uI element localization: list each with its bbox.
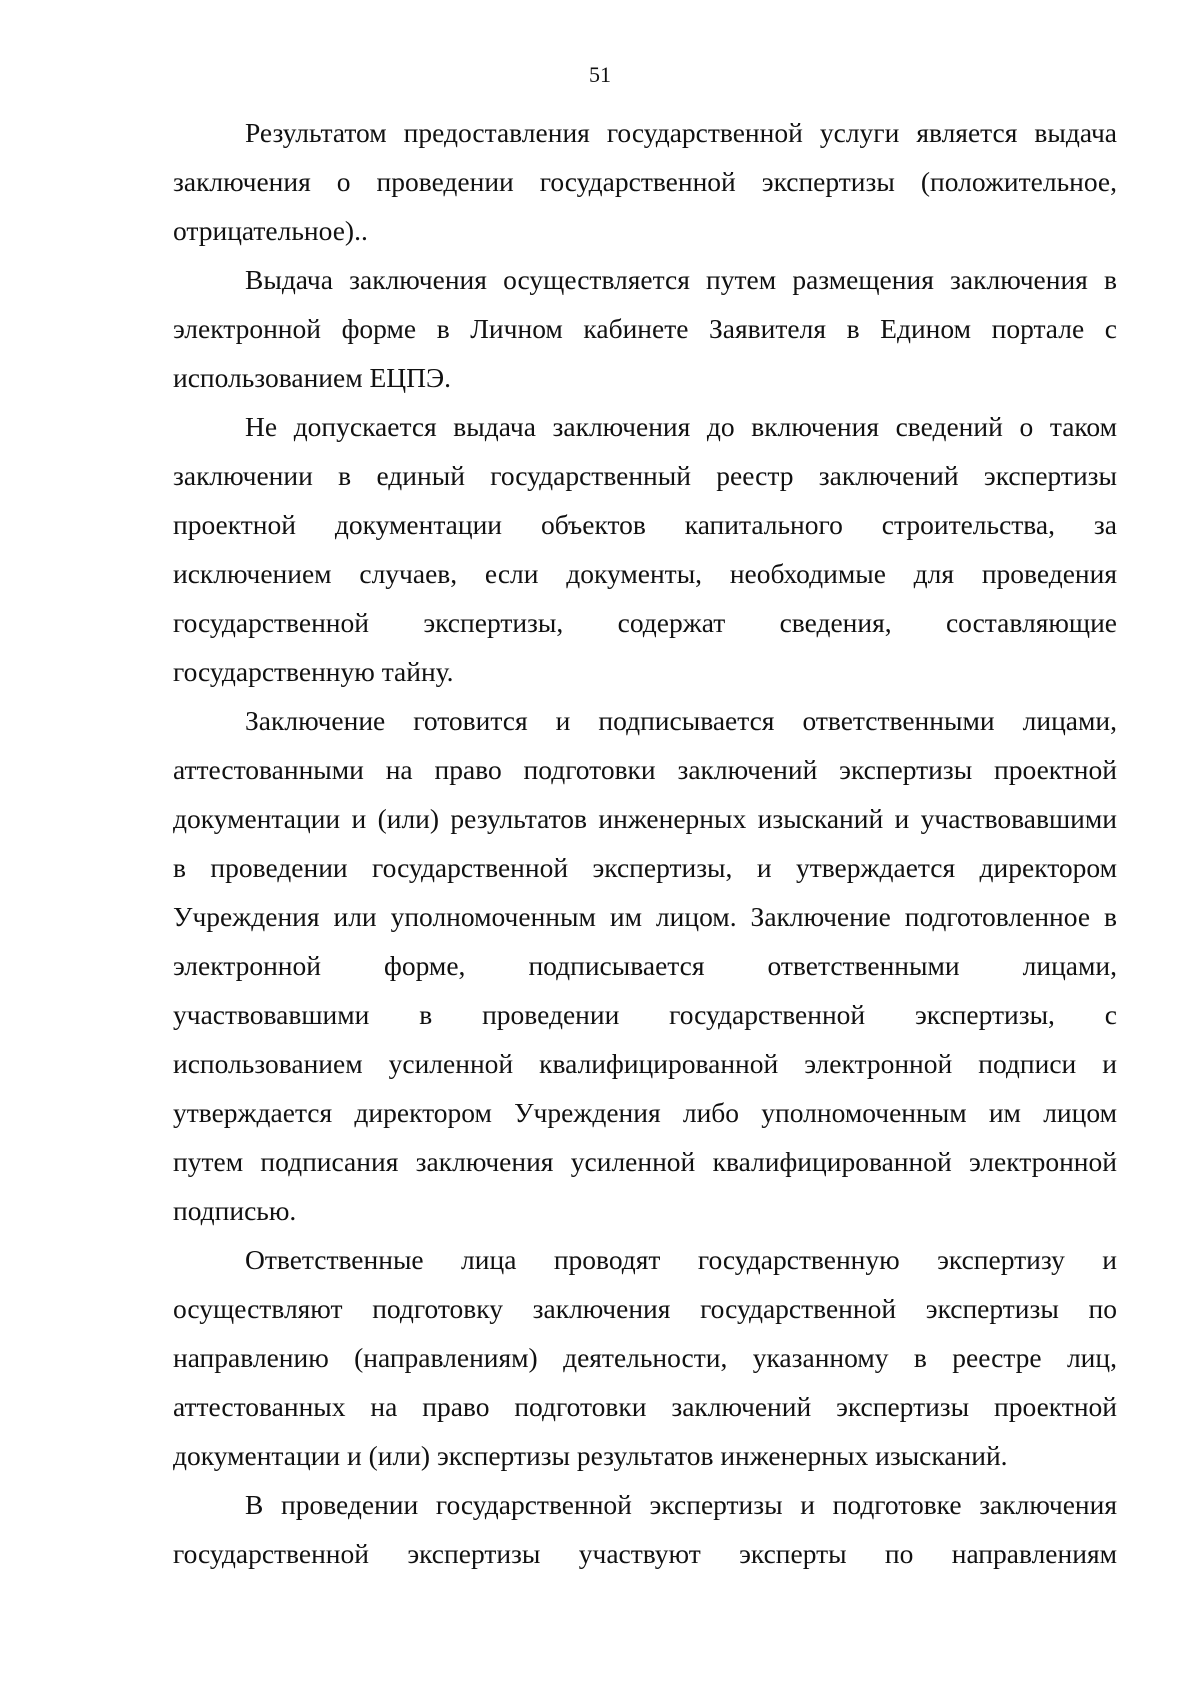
text-line: Выдача заключения осуществляется путем размещения заключения в: [245, 264, 1117, 295]
text-line: Результатом предоставления государственной услуги является выдача: [245, 117, 1117, 148]
text-line: проектной документации объектов капитального строительства, за: [173, 509, 1117, 540]
document-body: [173, 108, 1117, 1578]
paragraph: [173, 1235, 1117, 1480]
text-line: использованием усиленной квалифицированной электронной подписи и: [173, 1048, 1117, 1079]
text-line: утверждается директором Учреждения либо уполномоченным им лицом: [173, 1097, 1117, 1128]
text-line: направлению (направлениям) деятельности, указанному в реестре лиц,: [173, 1342, 1117, 1373]
text-line: использованием ЕЦПЭ.: [173, 362, 452, 393]
text-line: электронной форме, подписывается ответственными лицами,: [173, 950, 1117, 981]
text-line: путем подписания заключения усиленной квалифицированной электронной: [173, 1146, 1117, 1177]
paragraph: [173, 696, 1117, 1235]
text-line: Заключение готовится и подписывается ответственными лицами,: [245, 705, 1117, 736]
text-line: отрицательное)..: [173, 215, 368, 246]
text-line: Учреждения или уполномоченным им лицом. Заключение подготовленное в: [173, 901, 1117, 932]
text-line: аттестованными на право подготовки заключений экспертизы проектной: [173, 754, 1117, 785]
text-line: электронной форме в Личном кабинете Заявителя в Едином портале с: [173, 313, 1117, 344]
text-line: заключения о проведении государственной экспертизы (положительное,: [173, 166, 1117, 197]
text-line: заключении в единый государственный реестр заключений экспертизы: [173, 460, 1117, 491]
text-line: исключением случаев, если документы, необходимые для проведения: [173, 558, 1117, 589]
text-line: государственную тайну.: [173, 656, 454, 687]
text-line: документации и (или) экспертизы результатов инженерных изысканий.: [173, 1440, 1008, 1471]
text-line: подписью.: [173, 1195, 297, 1226]
paragraph: [173, 255, 1117, 402]
text-line: Ответственные лица проводят государственную экспертизу и: [245, 1244, 1117, 1275]
text-line: осуществляют подготовку заключения государственной экспертизы по: [173, 1293, 1117, 1324]
text-line: Не допускается выдача заключения до включения сведений о таком: [245, 411, 1117, 442]
text-line: В проведении государственной экспертизы и подготовке заключения: [245, 1489, 1117, 1520]
text-line: в проведении государственной экспертизы, и утверждается директором: [173, 852, 1117, 883]
text-line: государственной экспертизы участвуют эксперты по направлениям: [173, 1538, 1117, 1569]
paragraph: [173, 402, 1117, 696]
text-line: аттестованных на право подготовки заключений экспертизы проектной: [173, 1391, 1117, 1422]
text-line: участвовавшими в проведении государственной экспертизы, с: [173, 999, 1117, 1030]
text-line: документации и (или) результатов инженерных изысканий и участвовавшими: [173, 803, 1117, 834]
page-number: 51: [589, 62, 611, 87]
paragraph: [173, 1480, 1117, 1578]
paragraph: [173, 108, 1117, 255]
text-line: государственной экспертизы, содержат сведения, составляющие: [173, 607, 1117, 638]
